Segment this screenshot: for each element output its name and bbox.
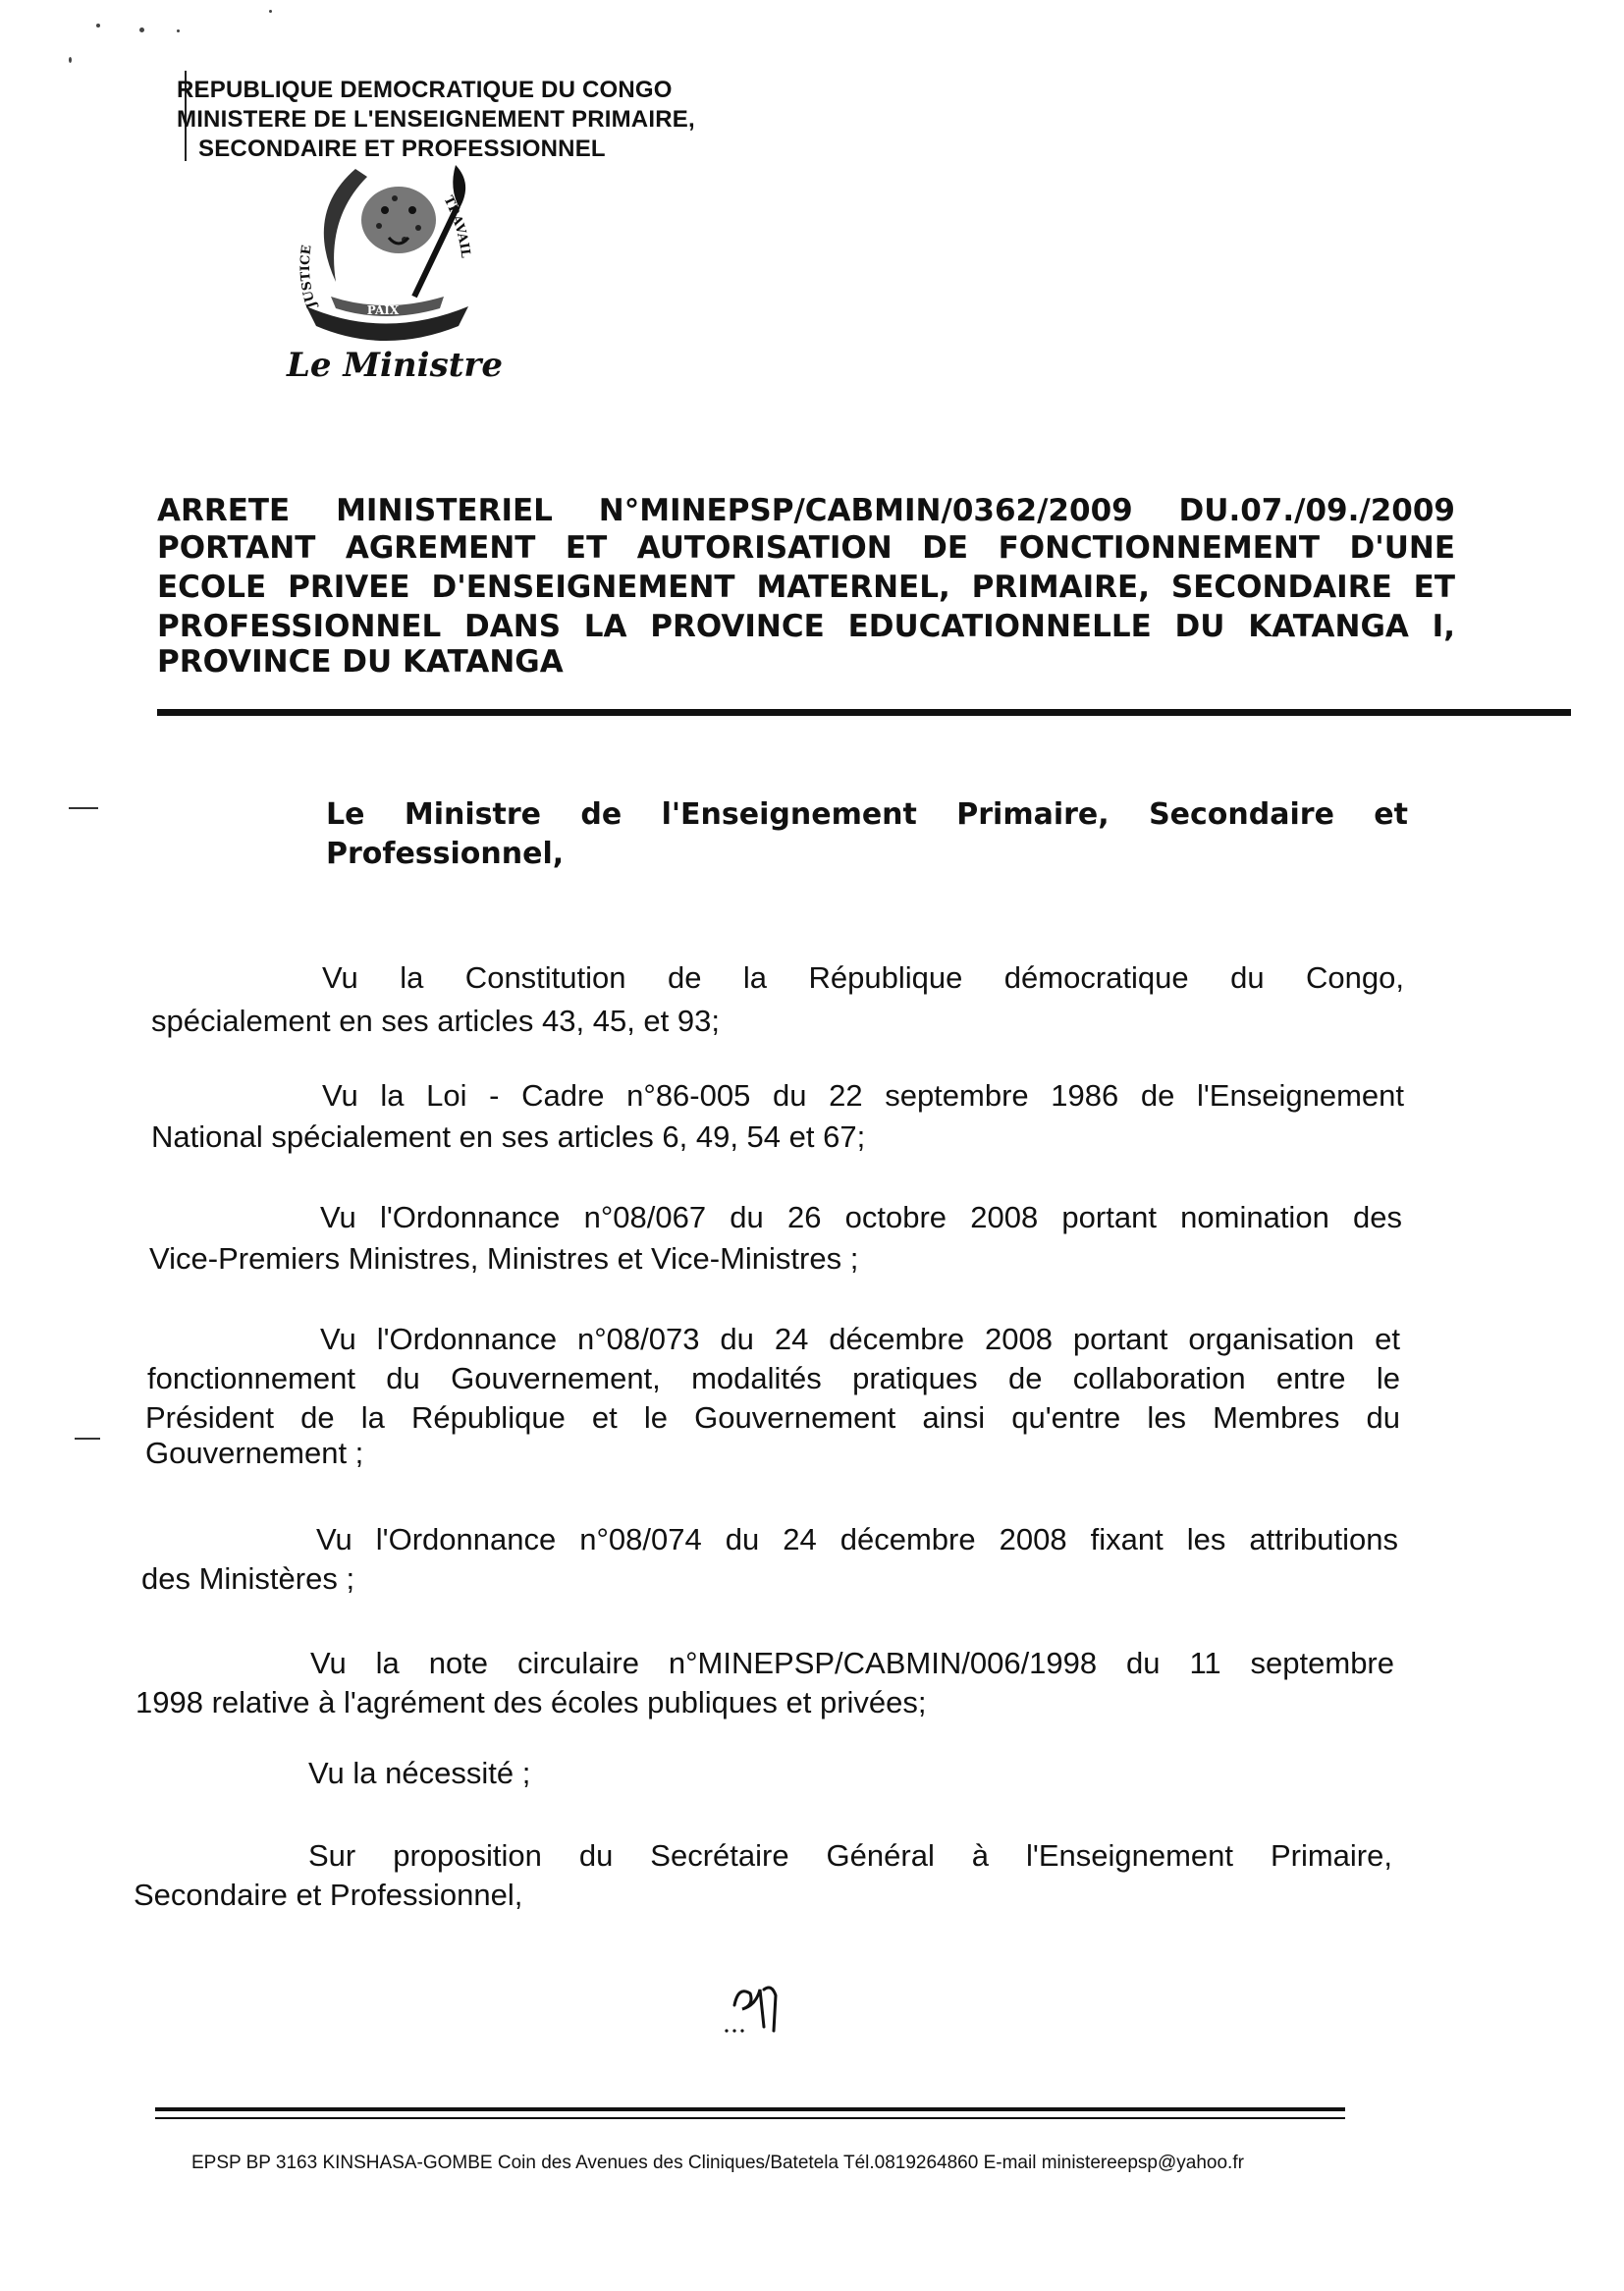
consideration-line: des Ministères ; bbox=[141, 1561, 355, 1596]
header-ministry-cont: SECONDAIRE ET PROFESSIONNEL bbox=[198, 136, 606, 162]
consideration-line: Vu la Constitution de la République démocratique du Congo, bbox=[322, 960, 1404, 995]
header-republic: REPUBLIQUE DEMOCRATIQUE DU CONGO bbox=[177, 77, 673, 103]
footer-contact: EPSP BP 3163 KINSHASA-GOMBE Coin des Avenues des Cliniques/Batetela Tél.0819264860 E-mail ministereepsp@yahoo.fr bbox=[191, 2153, 1244, 2173]
consideration-line: 1998 relative à l'agrément des écoles publiques et privées; bbox=[135, 1685, 927, 1719]
consideration-line: Vu la Loi - Cadre n°86-005 du 22 septembre 1986 de l'Enseignement bbox=[322, 1078, 1404, 1113]
motto-center: PAIX bbox=[366, 303, 400, 317]
header-ministry: MINISTERE DE L'ENSEIGNEMENT PRIMAIRE, bbox=[177, 106, 695, 133]
consideration-line: Sur proposition du Secrétaire Général à l'Enseignement Primaire, bbox=[308, 1838, 1392, 1873]
consideration-line: Gouvernement ; bbox=[145, 1436, 364, 1470]
consideration-line: Président de la République et le Gouvernement ainsi qu'entre les Membres du bbox=[145, 1400, 1400, 1435]
scan-speck bbox=[177, 29, 180, 32]
handwritten-initials bbox=[721, 1976, 799, 2045]
signatory-title: Le Ministre bbox=[287, 346, 503, 385]
consideration-line: Vice-Premiers Ministres, Ministres et Vice-Ministres ; bbox=[149, 1241, 859, 1276]
scan-speck bbox=[139, 27, 144, 32]
tusk-icon bbox=[324, 169, 367, 282]
margin-mark bbox=[69, 807, 98, 809]
consideration-line: Vu l'Ordonnance n°08/073 du 24 décembre 2008 portant organisation et bbox=[320, 1322, 1400, 1356]
preamble-text: Le Ministre de l'Enseignement Primaire, Secondaire et bbox=[326, 797, 1408, 832]
margin-mark bbox=[75, 1438, 100, 1440]
consideration-line: fonctionnement du Gouvernement, modalités pratiques de collaboration entre le bbox=[147, 1361, 1400, 1395]
consideration-line: Vu la note circulaire n°MINEPSP/CABMIN/006/1998 du 11 septembre bbox=[310, 1646, 1394, 1680]
decree-title-line: PORTANT AGREMENT ET AUTORISATION DE FONCTIONNEMENT D'UNE bbox=[157, 530, 1455, 566]
decree-title-line: PROVINCE DU KATANGA bbox=[157, 644, 564, 680]
decree-number: ARRETE MINISTERIEL N°MINEPSP/CABMIN/0362/2009 DU.07./09./2009 bbox=[157, 493, 1455, 528]
preamble-line: Professionnel, bbox=[326, 837, 565, 871]
consideration-line: Vu l'Ordonnance n°08/074 du 24 décembre 2008 fixant les attributions bbox=[316, 1522, 1398, 1556]
footer-rule-bottom bbox=[155, 2117, 1345, 2119]
scan-speck bbox=[269, 10, 272, 13]
scan-speck bbox=[96, 24, 100, 27]
svg-text:JUSTICE bbox=[298, 245, 320, 311]
decree-title-line: PROFESSIONNEL DANS LA PROVINCE EDUCATIONNELLE DU KATANGA I, bbox=[157, 609, 1455, 644]
preamble-line bbox=[326, 797, 1408, 832]
motto-left: JUSTICE bbox=[298, 244, 320, 310]
footer-rule-top bbox=[155, 2107, 1345, 2111]
consideration-line: National spécialement en ses articles 6, 49, 54 et 67; bbox=[151, 1119, 866, 1154]
motto-right: TRAVAIL bbox=[440, 193, 473, 259]
coat-of-arms-emblem bbox=[277, 159, 503, 355]
consideration-line: spécialement en ses articles 43, 45, et 93; bbox=[151, 1004, 720, 1038]
consideration-line: Vu l'Ordonnance n°08/067 du 26 octobre 2008 portant nomination des bbox=[320, 1200, 1402, 1234]
consideration-line: Vu la nécessité ; bbox=[308, 1756, 531, 1790]
decree-title-line: ECOLE PRIVEE D'ENSEIGNEMENT MATERNEL, PRIMAIRE, SECONDAIRE ET bbox=[157, 570, 1455, 605]
consideration-line: Secondaire et Professionnel, bbox=[134, 1878, 523, 1912]
title-divider bbox=[157, 709, 1571, 716]
scan-speck bbox=[69, 57, 72, 63]
